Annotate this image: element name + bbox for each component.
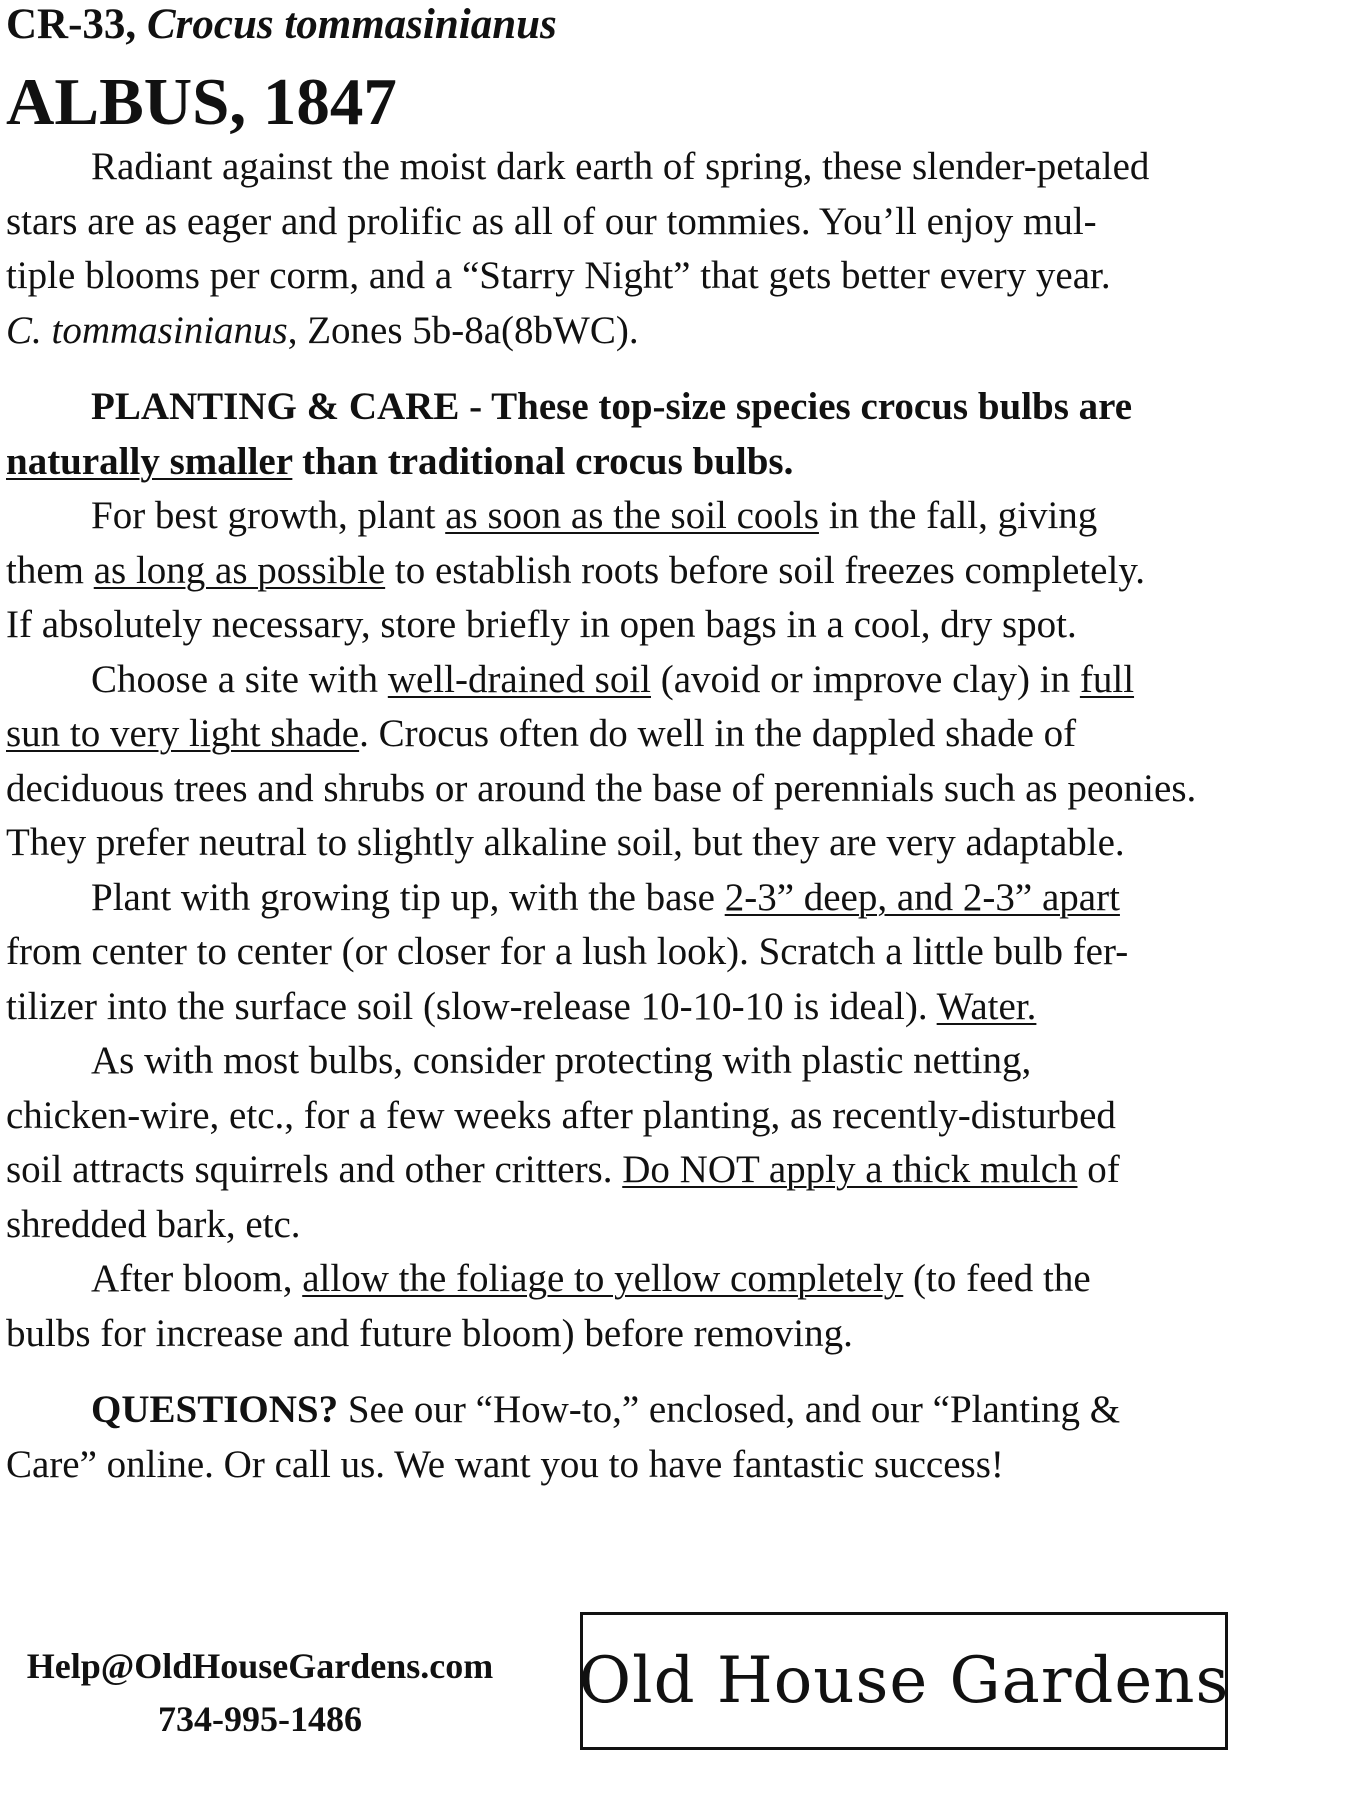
underlined-text: 2-3” deep, and 2-3” apart xyxy=(724,875,1120,919)
underlined-text: naturally smaller xyxy=(6,439,293,483)
text-line: chicken-wire, etc., for a few weeks after planting, as recently-disturbed xyxy=(6,1093,1116,1137)
text-segment: in the fall, giving xyxy=(818,494,1098,537)
text-segment: For best growth, plant xyxy=(91,494,446,537)
underlined-text: sun to very light shade xyxy=(6,712,360,755)
protect-paragraph xyxy=(6,1034,1306,1252)
description-body xyxy=(6,140,1306,1492)
text-segment: (to feed the xyxy=(903,1257,1091,1300)
text-segment: to establish roots before soil freezes completely. xyxy=(385,548,1146,592)
text-line xyxy=(6,489,1306,544)
text-line: PLANTING & CARE - These top-size species crocus bulbs are xyxy=(91,385,1133,428)
underlined-text: as long as possible xyxy=(93,548,386,592)
text-line xyxy=(6,707,1306,762)
contact-info xyxy=(10,1640,510,1746)
text-line xyxy=(6,304,1306,359)
intro-paragraph xyxy=(6,140,1306,358)
text-segment: soil attracts squirrels and other critters. xyxy=(6,1148,623,1191)
after-bloom-paragraph xyxy=(6,1252,1306,1361)
growth-paragraph xyxy=(6,489,1306,653)
page-title: ALBUS, 1847 xyxy=(6,65,397,139)
text-segment: See our “How-to,” enclosed, and our “Planting & xyxy=(338,1388,1121,1431)
contact-email[interactable]: Help@OldHouseGardens.com xyxy=(26,1646,494,1686)
text-line: deciduous trees and shrubs or around the base of perennials such as peonies. xyxy=(6,766,1197,810)
text-line xyxy=(6,871,1306,926)
text-line xyxy=(6,653,1306,708)
text-segment: than traditional crocus bulbs. xyxy=(292,439,794,483)
text-line: bulbs for increase and future bloom) before removing. xyxy=(6,1311,853,1355)
product-code-line xyxy=(6,0,557,50)
questions-paragraph xyxy=(6,1383,1306,1492)
text-line xyxy=(6,980,1306,1035)
underlined-text: Do NOT apply a thick mulch xyxy=(622,1148,1078,1191)
text-line: If absolutely necessary, store briefly in open bags in a cool, dry spot. xyxy=(6,603,1077,646)
text-segment: Choose a site with xyxy=(91,657,388,701)
text-segment: Plant with growing tip up, with the base xyxy=(91,875,725,919)
text-line xyxy=(6,1383,1306,1438)
text-segment: tilizer into the surface soil (slow-release 10-10-10 is ideal). xyxy=(6,984,937,1028)
product-code: CR-33, xyxy=(6,1,137,48)
species-abbrev: C. tommasinianus xyxy=(6,308,288,352)
underlined-text: well-drained soil xyxy=(387,657,651,701)
text-line: Radiant against the moist dark earth of spring, these slender-petaled xyxy=(91,145,1150,188)
text-line xyxy=(6,544,1306,599)
contact-phone[interactable]: 734-995-1486 xyxy=(158,1699,362,1739)
underlined-text: Water. xyxy=(936,984,1037,1028)
text-line: from center to center (or closer for a lush look). Scratch a little bulb fer- xyxy=(6,930,1129,973)
company-logo xyxy=(580,1612,1228,1750)
plant-paragraph xyxy=(6,871,1306,1035)
zones-text: , Zones 5b-8a(8bWC). xyxy=(287,308,639,352)
text-line: They prefer neutral to slightly alkaline soil, but they are very adaptable. xyxy=(6,821,1125,864)
underlined-text: allow the foliage to yellow completely xyxy=(302,1257,904,1300)
questions-label: QUESTIONS? xyxy=(91,1388,339,1431)
text-line xyxy=(6,1252,1306,1307)
underlined-text: full xyxy=(1079,657,1135,701)
text-segment: . Crocus often do well in the dappled shade of xyxy=(359,712,1077,755)
text-line xyxy=(6,435,1306,490)
text-line: shredded bark, etc. xyxy=(6,1202,301,1246)
text-segment: After bloom, xyxy=(91,1257,303,1300)
logo-text: Old House Gardens xyxy=(578,1644,1230,1718)
planting-care-heading xyxy=(6,380,1306,489)
text-line: Care” online. Or call us. We want you to have fantastic success! xyxy=(6,1442,1004,1486)
text-segment: of xyxy=(1077,1148,1120,1191)
text-segment: (avoid or improve clay) in xyxy=(651,657,1080,701)
text-line: stars are as eager and prolific as all of our tommies. You’ll enjoy mul- xyxy=(6,199,1097,243)
species-name: Crocus tommasinianus xyxy=(146,1,557,48)
underlined-text: as soon as the soil cools xyxy=(445,494,819,537)
text-line: tiple blooms per corm, and a “Starry Night” that gets better every year. xyxy=(6,254,1111,297)
text-line xyxy=(6,1143,1306,1198)
text-segment: them xyxy=(6,548,94,592)
text-line: As with most bulbs, consider protecting with plastic netting, xyxy=(91,1039,1032,1082)
site-paragraph xyxy=(6,653,1306,871)
